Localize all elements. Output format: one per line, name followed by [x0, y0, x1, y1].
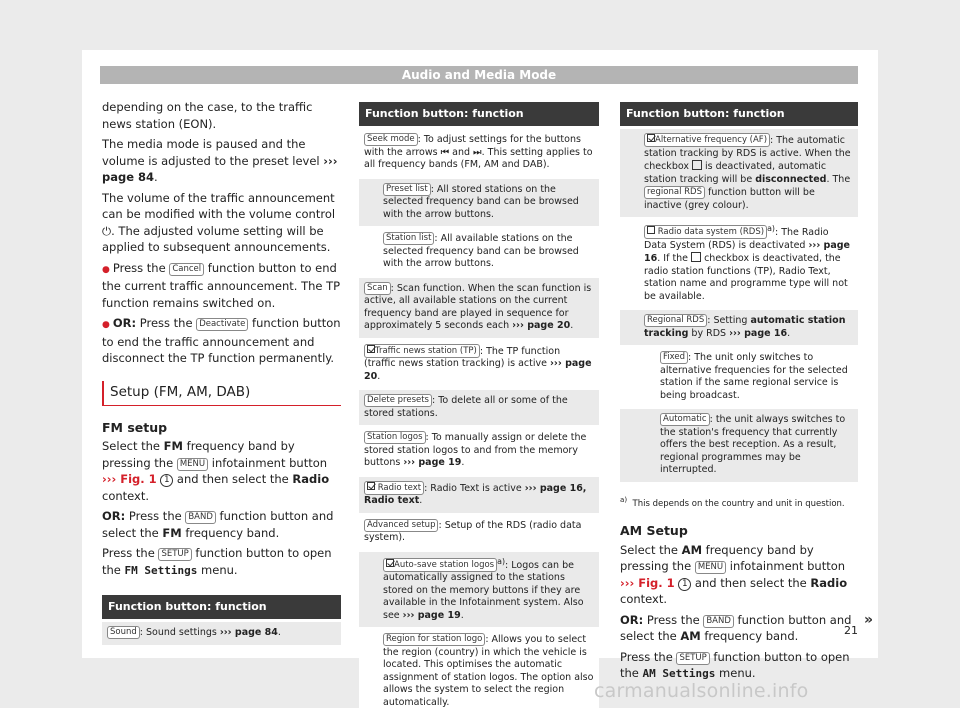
text: Select the [102, 439, 164, 453]
table-row [620, 219, 858, 308]
checkbox-checked-icon [367, 482, 375, 490]
checkbox-checked-icon [386, 559, 394, 567]
text: . If the [657, 253, 692, 265]
footnote-mark: a) [497, 556, 506, 566]
paragraph [102, 438, 341, 504]
text: : Radio Text is active [424, 482, 525, 494]
region-logo-button[interactable]: Region for station logo [383, 633, 485, 646]
text: function button and select the [620, 612, 852, 644]
text: Press the [112, 260, 170, 275]
table-row [620, 347, 858, 407]
figure-link[interactable]: ››› Fig. 1 [620, 575, 675, 590]
text: AM [681, 542, 703, 557]
text: function button to open the [102, 546, 332, 577]
bullet-icon: ● [102, 264, 110, 275]
text: : To manually assign or delete the stored station logos to and from the memory buttons [364, 432, 587, 468]
section-heading: Setup (FM, AM, DAB) [102, 381, 341, 406]
deactivate-button[interactable]: Deactivate [196, 318, 248, 331]
table-row: Auto-save station logos $^{a)}$: Logos can be automatically assigned to the stations stored on the memory buttons if they are available in the Infotainment system. Also see ››› page 19. [359, 552, 599, 628]
table-row: Station logos : To manually assign or delete the stored station logos to and from the memory buttons ››› page 19. [359, 427, 599, 475]
text: : All stored stations on the selected frequency band can be browsed with the arrow buttons. [383, 183, 579, 220]
rds-button[interactable] [644, 225, 767, 239]
subheading: AM Setup [620, 523, 688, 539]
text: checkbox is deactivated, the radio station functions (TP), Radio Text, station name and programme type will not be available. [644, 253, 848, 302]
footnote [620, 494, 858, 510]
table-row [359, 390, 599, 425]
text: : Sound settings [139, 627, 220, 638]
table-row: Scan : Scan function. When the scan function is active, all available stations on the current frequency band are played in sequence for approximately 5 seconds each ››› page 20. [359, 278, 599, 338]
checkbox-checked-icon [367, 345, 375, 353]
am-section [620, 523, 858, 683]
text: Press the [136, 316, 197, 330]
power-icon: ⏻ [102, 223, 112, 238]
text: : Setup of the RDS (radio data system). [364, 519, 582, 543]
text: menu. [197, 562, 238, 577]
callout-number: 1 [160, 474, 173, 487]
checkbox-checked-icon [647, 134, 655, 142]
watermark: carmanualsonline.info [594, 680, 809, 702]
setup-button[interactable]: SETUP [676, 652, 709, 665]
text: : The TP function (traffic news station tracking) is active [364, 345, 561, 369]
bullet-item [102, 315, 341, 367]
page-link[interactable]: ››› page 16 [729, 327, 788, 339]
paragraph [102, 190, 341, 256]
cancel-button[interactable]: Cancel [169, 263, 204, 276]
bullet-item [102, 260, 341, 312]
text: The media mode is paused and the volume is adjusted to the preset level [102, 137, 324, 168]
text: frequency band by pressing the [620, 542, 814, 574]
page-link[interactable]: ››› page 19 [403, 457, 462, 468]
checkbox-icon [692, 160, 702, 170]
text: This depends on the country and unit in question. [632, 498, 845, 509]
text: : All available stations on the selected frequency band can be browsed with the arrow buttons. [383, 233, 579, 269]
text: Press the [620, 649, 677, 664]
text: FM [162, 525, 182, 540]
text: Press the [643, 612, 704, 627]
text: : Logos can be automatically assigned to the stations stored on the memory buttons if they are available in the Infotainment system. Also see [383, 559, 584, 621]
text: : To adjust settings for the buttons with the arrows ⏮ and ⏭. This setting applies to all frequency bands (FM, AM and DAB). [364, 134, 593, 170]
text: : The Radio Data System (RDS) is deactivated [644, 227, 829, 251]
table-header: Function button: function [359, 102, 599, 126]
text: OR: [620, 612, 644, 627]
subheading: FM setup [102, 419, 168, 435]
page-number: 21 [844, 624, 858, 637]
text: context. [620, 592, 667, 607]
text: function button to end the traffic announcement and disconnect the TP function permanently. [102, 316, 341, 365]
text: frequency band. [700, 629, 799, 644]
text: disconnected [755, 173, 827, 185]
page-link[interactable]: ››› page 19 [402, 609, 461, 621]
text: : Setting [707, 315, 751, 327]
column-middle [359, 102, 599, 708]
table-row [620, 129, 858, 217]
text: Radio [292, 472, 330, 486]
setup-button[interactable]: SETUP [158, 548, 191, 561]
text: : Allows you to select the region (country) in which the vehicle is located. This optimises the automatic assignment of station logos. The option also allows the system to select the region automatically. [383, 634, 594, 708]
figure-link[interactable]: ››› Fig. 1 [102, 472, 157, 486]
table-header: Function button: function [620, 102, 858, 126]
sound-button[interactable]: Sound [107, 626, 140, 639]
text: . The adjusted volume setting will be applied to subsequent announcements. [102, 223, 331, 254]
text: is deactivated, automatic station tracking will be [644, 161, 827, 185]
paragraph [620, 542, 858, 608]
table-row: Radio text : Radio Text is active ››› page 16, Radio text. [359, 477, 599, 513]
page-link[interactable]: ››› page 16 [644, 239, 850, 265]
text: Press the [102, 546, 159, 560]
text: AM [680, 629, 701, 644]
column-left [102, 99, 341, 647]
text: infotainment button [726, 559, 846, 574]
text: : The automatic station tracking by RDS is active. When the checkbox [644, 135, 851, 172]
menu-name: FM Settings [124, 563, 198, 577]
checkbox-icon [691, 252, 701, 262]
advanced-setup-button[interactable]: Advanced setup [364, 519, 438, 532]
text: : The unit only switches to alternative frequencies for the selected station if the same regional service is being broadcast. [660, 352, 848, 401]
text: . The [826, 173, 851, 185]
text: infotainment button [208, 455, 328, 470]
station-logos-button[interactable]: Station logos [364, 431, 426, 444]
regional-rds-button[interactable]: Regional RDS [644, 314, 707, 327]
checkbox-icon [647, 226, 655, 234]
table-row [359, 179, 599, 227]
menu-name: AM Settings [642, 667, 716, 681]
text: : To delete all or some of the stored stations. [364, 395, 568, 419]
text: FM [163, 439, 183, 453]
regional-rds-button[interactable]: regional RDS [644, 186, 705, 199]
paragraph [102, 508, 341, 541]
band-button[interactable]: BAND [703, 615, 734, 628]
text: Traffic news station (TP) [375, 345, 477, 356]
text: function button will be inactive (grey colour). [644, 187, 815, 211]
text: automatic station tracking [644, 315, 846, 339]
table-row: Sound : Sound settings ››› page 84. [102, 622, 341, 645]
table-row [620, 409, 858, 482]
text: OR: [112, 316, 137, 330]
menu-button[interactable]: MENU [695, 561, 726, 574]
text: The volume of the traffic announcement can be modified with the volume control [102, 190, 336, 221]
text: Press the [125, 509, 186, 523]
table-row: Regional RDS : Setting automatic station tracking by RDS ››› page 16. [620, 310, 858, 345]
table-row [359, 629, 599, 708]
text: function button and select the [102, 509, 334, 540]
station-list-button[interactable]: Station list [383, 232, 434, 245]
text: function button to end the current traffic announcement. The TP function remains switched on. [102, 260, 341, 310]
delete-presets-button[interactable]: Delete presets [364, 394, 432, 407]
band-button[interactable]: BAND [185, 511, 216, 524]
function-table [102, 595, 341, 645]
text: Radio data system (RDS) [657, 227, 765, 238]
seek-mode-button[interactable]: Seek mode [364, 133, 418, 146]
paragraph [102, 545, 341, 579]
text: and then select the [691, 575, 811, 590]
text: by RDS [688, 327, 730, 339]
fixed-button[interactable]: Fixed [660, 351, 688, 364]
radio-text-button[interactable] [364, 481, 424, 495]
table-row [359, 129, 599, 177]
paragraph: The media mode is paused and the volume is adjusted to the preset level ››› page 84. [102, 137, 338, 184]
text: context. [102, 488, 149, 503]
footnote-mark: a) [620, 494, 628, 504]
paragraph: depending on the case, to the traffic news station (EON). [102, 100, 313, 131]
traffic-news-button[interactable] [364, 344, 480, 358]
callout-number: 1 [678, 578, 691, 591]
text: frequency band. [181, 525, 280, 540]
footnote-mark: a) [767, 224, 775, 233]
text: Select the [620, 542, 682, 557]
column-right [620, 102, 858, 687]
page-link[interactable]: ››› page 16, Radio text [364, 482, 587, 506]
page-link[interactable]: ››› page 20 [364, 358, 592, 382]
page-link[interactable]: ››› page 84 [219, 627, 278, 638]
automatic-button[interactable]: Automatic [660, 413, 710, 426]
paragraph [620, 649, 858, 683]
menu-button[interactable]: MENU [177, 458, 208, 471]
table-row: Traffic news station (TP) : The TP function (traffic news station tracking) is active ››› page 20. [359, 340, 599, 389]
text: : the unit always switches to the station's frequency that currently offers the best reception. As a result, regional programmes may be interrupted. [660, 414, 846, 476]
table-row [359, 228, 599, 276]
bullet-icon: ● [102, 320, 110, 330]
continue-arrow-icon: » [864, 612, 874, 628]
alternative-frequency-button[interactable] [644, 133, 770, 147]
text: frequency band by pressing the [102, 439, 295, 470]
paragraph [620, 612, 858, 645]
table-header: Function button: function [102, 595, 341, 619]
text: Auto-save station logos [394, 559, 495, 570]
page-link[interactable]: ››› page 20 [512, 320, 571, 331]
text: and then select the [173, 472, 293, 486]
preset-list-button[interactable]: Preset list [383, 183, 431, 196]
text: OR: [102, 509, 126, 523]
text: : Scan function. When the scan function is active, all available stations on the current frequency band are played in sequence for approximately 5 seconds each [364, 282, 592, 331]
scan-button[interactable]: Scan [364, 282, 391, 295]
text: menu. [715, 666, 756, 681]
text: function button to open the [620, 649, 850, 681]
page-header: Audio and Media Mode [100, 66, 858, 84]
page-link[interactable]: ››› page 84 [102, 153, 338, 184]
table-row [359, 515, 599, 550]
text: Radio text [377, 482, 422, 493]
text: Radio [810, 575, 848, 590]
auto-save-logos-button[interactable] [383, 558, 497, 572]
text: Alternative frequency (AF) [655, 135, 768, 145]
